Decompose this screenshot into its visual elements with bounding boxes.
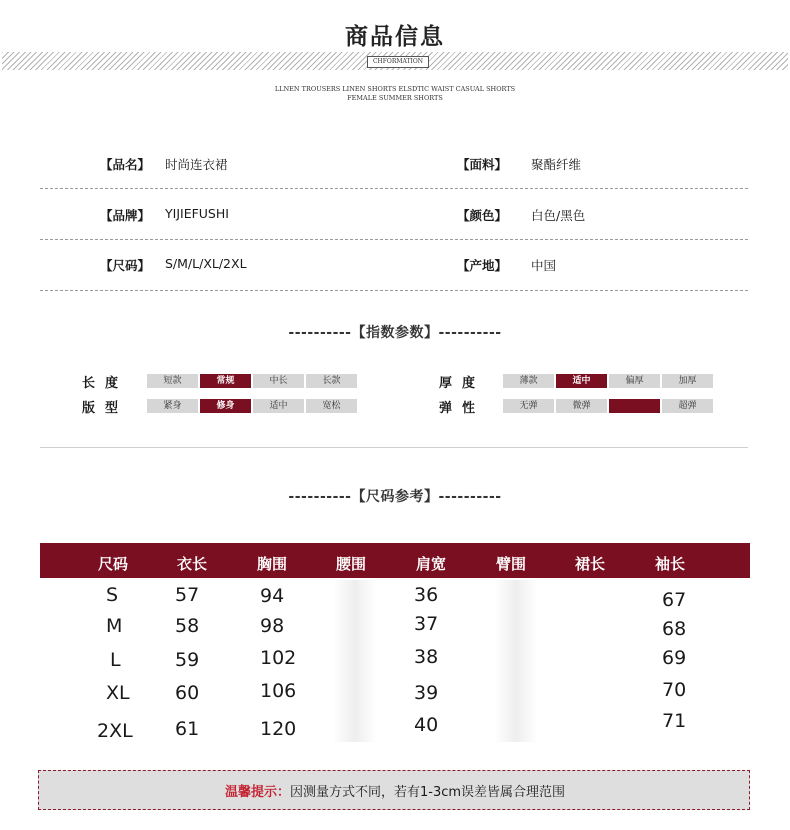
size-cell: XL bbox=[106, 682, 130, 704]
shoulder-cell: 39 bbox=[414, 682, 439, 704]
param-label-length: 长度 bbox=[82, 376, 129, 391]
length-cell: 60 bbox=[175, 682, 200, 704]
param-option-elasticity-none: 无弹 bbox=[503, 399, 554, 413]
size-table-column-length: 衣长 bbox=[177, 555, 208, 573]
info-value-brand: YIJIEFUSHI bbox=[165, 206, 229, 221]
sleeve-cell: 71 bbox=[662, 710, 687, 732]
param-option-fit-tight: 紧身 bbox=[147, 399, 198, 413]
params-divider bbox=[40, 447, 748, 448]
info-value-name: 时尚连衣裙 bbox=[165, 157, 228, 172]
page-title: 商品信息 bbox=[345, 23, 445, 50]
info-row-name bbox=[0, 155, 790, 175]
param-option-length-short: 短款 bbox=[147, 374, 198, 388]
length-cell: 58 bbox=[175, 615, 200, 637]
bust-cell: 98 bbox=[260, 615, 285, 637]
info-value-fabric: 聚酯纤维 bbox=[531, 157, 582, 172]
size-table-column-shoulder: 肩宽 bbox=[416, 555, 447, 573]
param-option-length-regular: 常规 bbox=[200, 374, 251, 388]
english-subtitle-line-2: FEMALE SUMMER SHORTS bbox=[347, 94, 443, 102]
info-label-brand: 【品牌】 bbox=[100, 208, 151, 223]
size-cell: M bbox=[106, 615, 123, 637]
size-chart-heading: ----------【尺码参考】---------- bbox=[288, 489, 502, 505]
tip-text: 因测量方式不同，若有1-3cm误差皆属合理范围 bbox=[289, 785, 566, 800]
tip-label: 温馨提示： bbox=[224, 785, 290, 800]
sleeve-cell: 70 bbox=[662, 679, 687, 701]
param-option-elasticity-super: 超弹 bbox=[662, 399, 713, 413]
shoulder-cell: 37 bbox=[414, 613, 439, 635]
param-option-fit-moderate: 适中 bbox=[253, 399, 304, 413]
param-option-fit-slim: 修身 bbox=[200, 399, 251, 413]
info-divider bbox=[40, 188, 748, 189]
param-option-thickness-thick: 偏厚 bbox=[609, 374, 660, 388]
info-label-name: 【品名】 bbox=[100, 157, 151, 172]
size-table-column-skirt-length: 裙长 bbox=[575, 555, 606, 573]
info-label-size: 【尺码】 bbox=[100, 258, 151, 273]
param-option-thickness-moderate: 适中 bbox=[556, 374, 607, 388]
shoulder-cell: 36 bbox=[414, 584, 439, 606]
measurement-tip bbox=[0, 781, 790, 800]
size-table-column-bust: 胸围 bbox=[257, 555, 288, 573]
info-value-color: 白色/黑色 bbox=[531, 208, 586, 223]
size-table-column-sleeve: 袖长 bbox=[655, 555, 686, 573]
size-table-column-size: 尺码 bbox=[98, 555, 129, 573]
shoulder-cell: 40 bbox=[414, 714, 439, 736]
sleeve-cell: 67 bbox=[662, 589, 687, 611]
info-value-size: S/M/L/XL/2XL bbox=[165, 256, 247, 271]
param-label-thickness: 厚度 bbox=[439, 376, 486, 391]
info-value-origin: 中国 bbox=[531, 258, 557, 273]
size-table-column-waist: 腰围 bbox=[336, 555, 367, 573]
param-label-elasticity: 弹性 bbox=[439, 401, 486, 416]
param-option-thickness-thin: 薄款 bbox=[503, 374, 554, 388]
param-option-length-mid: 中长 bbox=[253, 374, 304, 388]
param-option-thickness-extra-thick: 加厚 bbox=[662, 374, 713, 388]
size-table-column-arm: 臂围 bbox=[496, 555, 527, 573]
bust-cell: 94 bbox=[260, 585, 285, 607]
sleeve-cell: 68 bbox=[662, 618, 687, 640]
size-table-header bbox=[40, 543, 750, 578]
english-subtitle-line-1: LLNEN TROUSERS LINEN SHORTS ELSDTIC WAIST CASUAL SHORTS bbox=[274, 85, 516, 93]
waist-column-shade bbox=[333, 580, 377, 742]
length-cell: 59 bbox=[175, 649, 200, 671]
info-divider bbox=[40, 290, 748, 291]
size-cell: L bbox=[110, 649, 121, 671]
param-option-fit-loose: 宽松 bbox=[306, 399, 357, 413]
bust-cell: 120 bbox=[260, 718, 297, 740]
index-params-heading: ----------【指数参数】---------- bbox=[288, 325, 502, 341]
shoulder-cell: 38 bbox=[414, 646, 439, 668]
length-cell: 61 bbox=[175, 718, 200, 740]
size-cell: 2XL bbox=[97, 720, 133, 742]
info-row-size bbox=[0, 256, 790, 276]
info-label-fabric: 【面料】 bbox=[457, 157, 508, 172]
bust-cell: 106 bbox=[260, 680, 297, 702]
info-label-color: 【颜色】 bbox=[457, 208, 508, 223]
sleeve-cell: 69 bbox=[662, 647, 687, 669]
info-divider bbox=[40, 239, 748, 240]
length-cell: 57 bbox=[175, 584, 200, 606]
bust-cell: 102 bbox=[260, 647, 297, 669]
size-cell: S bbox=[106, 584, 119, 606]
english-subtitle bbox=[0, 85, 790, 103]
param-option-elasticity-selected bbox=[609, 399, 660, 413]
arm-column-shade bbox=[494, 580, 538, 742]
band-label: CHFORMATION bbox=[367, 56, 429, 68]
info-label-origin: 【产地】 bbox=[457, 258, 508, 273]
param-option-length-long: 长款 bbox=[306, 374, 357, 388]
param-option-elasticity-slight: 微弹 bbox=[556, 399, 607, 413]
info-row-brand bbox=[0, 206, 790, 226]
param-label-fit: 版型 bbox=[82, 401, 129, 416]
